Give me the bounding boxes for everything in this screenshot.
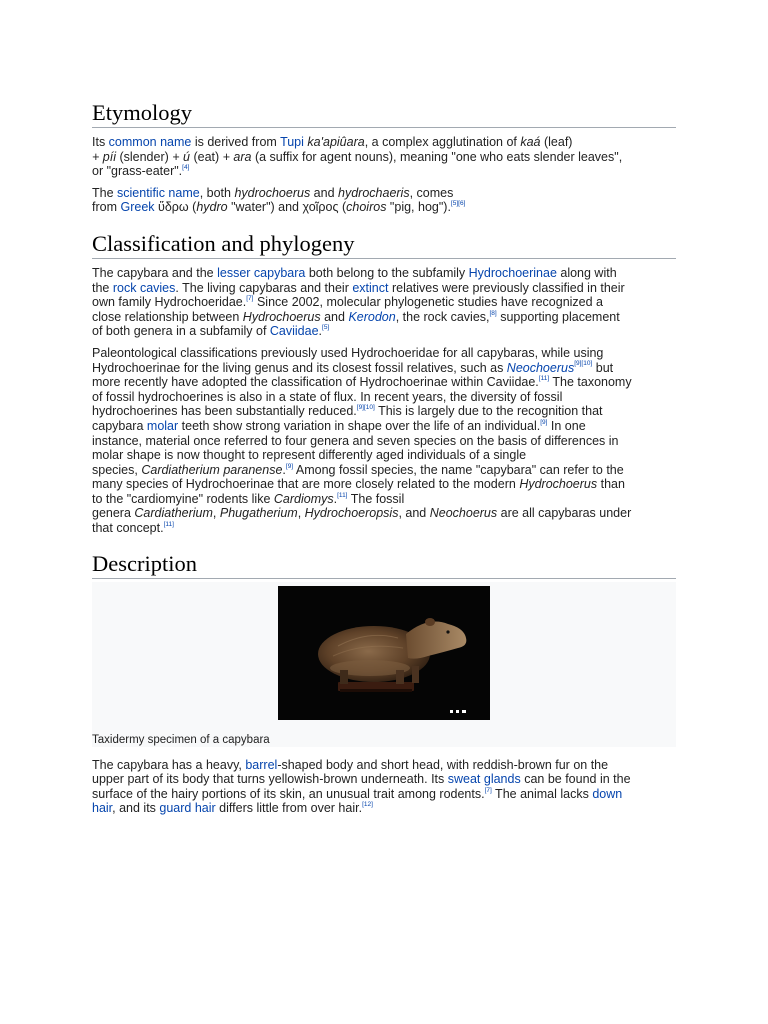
article-content <box>92 100 676 816</box>
etymology-paragraph-1: Its common name is derived from Tupi ka'apiûara, a complex agglutination of kaá (leaf) + píi (slender) + ú (eat) + ara (a suffix for agent nouns), meaning "one who eats slender leaves", or "grass-eater".[4] <box>92 135 623 179</box>
citation-ref[interactable]: [8] <box>489 309 497 317</box>
link-sweat-glands[interactable]: sweat glands <box>447 772 521 787</box>
etymology-heading: Etymology <box>92 100 676 128</box>
link-barrel[interactable]: barrel <box>245 757 278 772</box>
citation-ref[interactable]: [4] <box>182 164 190 172</box>
link-molar[interactable]: molar <box>146 418 179 433</box>
citation-ref[interactable]: [9][10] <box>356 404 375 412</box>
citation-ref[interactable]: [7] <box>246 295 254 302</box>
link-scientific-name[interactable]: scientific name <box>117 185 200 200</box>
link-kerodon[interactable]: Kerodon <box>348 309 396 324</box>
citation-ref[interactable]: [11] <box>337 491 348 499</box>
link-neochoerus[interactable]: Neochoerus <box>506 360 575 375</box>
link-lesser-capybara[interactable]: lesser capybara <box>217 265 306 280</box>
citation-ref[interactable]: [11] <box>538 374 550 382</box>
classification-paragraph-1: The capybara and the lesser capybara both belong to the subfamily Hydrochoerinae along with the rock cavies. The living capybaras and their extinct relatives were previously classified in their own family Hydrochoeridae.[7] Since 2002, molecular phylogenetic studies have recognized a close relationship between Hydrochoerus and Kerodon, the rock cavies,[8] supporting placement of both genera in a subfamily of Caviidae.[5] <box>92 265 625 339</box>
citation-ref[interactable]: [11] <box>163 520 174 528</box>
classification-heading: Classification and phylogeny <box>92 231 676 259</box>
citation-ref[interactable]: [7] <box>484 786 492 794</box>
link-guard-hair[interactable]: guard hair <box>159 801 216 816</box>
capybara-photo <box>278 586 490 720</box>
image-caption: Taxidermy specimen of a capybara <box>92 733 270 746</box>
capybara-specimen-image[interactable] <box>278 586 490 720</box>
link-rock-cavies[interactable]: rock cavies <box>112 280 176 295</box>
link-caviidae[interactable]: Caviidae <box>269 324 319 339</box>
link-extinct[interactable]: extinct <box>352 280 389 295</box>
citation-ref[interactable]: [5] <box>322 324 330 332</box>
link-common-name[interactable]: common name <box>108 135 192 149</box>
link-greek[interactable]: Greek <box>120 200 155 215</box>
classification-paragraph-2: Paleontological classifications previously used Hydrochoeridae for all capybaras, while using Hydrochoerinae for the living genus and its closest fossil relatives, such as Neochoerus[9][10] but more recently have adopted the classification of Hydrochoerinae within Caviidae.[11] The taxonomy of fossil hydrochoerines is also in a state of flux. In recent years, the diversity of fossil hydrochoerines has been substantially reduced.[9][10] This is largely due to the recognition that capybara molar teeth show strong variation in shape over the life of an individual.[9] In one instance, material once referred to four genera and seven species on the basis of differences in molar shape is now thought to represent differently aged individuals of a single species, Cardiatherium paranense.[9] Among fossil species, the name "capybara" can refer to the many species of Hydrochoerinae that are more closely related to the modern Hydrochoerus than to the "cardiomyine" rodents like Cardiomys.[11] The fossil genera Cardiatherium, Phugatherium, Hydrochoeropsis, and Neochoerus are all capybaras under that concept.[11] <box>92 345 632 536</box>
link-hydrochoerinae[interactable]: Hydrochoerinae <box>468 265 557 280</box>
citation-ref[interactable]: [9][10] <box>574 360 593 368</box>
citation-ref[interactable]: [5][6] <box>450 200 466 208</box>
citation-ref[interactable]: [12] <box>362 801 373 809</box>
description-heading: Description <box>92 551 676 579</box>
link-tupi[interactable]: Tupi <box>280 135 304 149</box>
link-down-hair-cont[interactable]: hair <box>92 801 113 816</box>
link-down-hair[interactable]: down <box>592 786 623 801</box>
etymology-paragraph-2: The scientific name, both hydrochoerus and hydrochaeris, comes from Greek ὕδρω (hydro "water") and χοῖρος (choiros "pig, hog").[5][6] <box>92 185 466 215</box>
citation-ref[interactable]: [9] <box>285 462 294 470</box>
citation-ref[interactable]: [9] <box>540 418 548 426</box>
description-paragraph-1: The capybara has a heavy, barrel-shaped body and short head, with reddish-brown fur on the upper part of its body that turns yellowish-brown underneath. Its sweat glands can be found in the surface of the hairy portions of its skin, an unusual trait among rodents.[7] The animal lacks down hair, and its guard hair differs little from over hair.[12] <box>92 757 631 816</box>
image-thumbnail <box>92 582 676 747</box>
